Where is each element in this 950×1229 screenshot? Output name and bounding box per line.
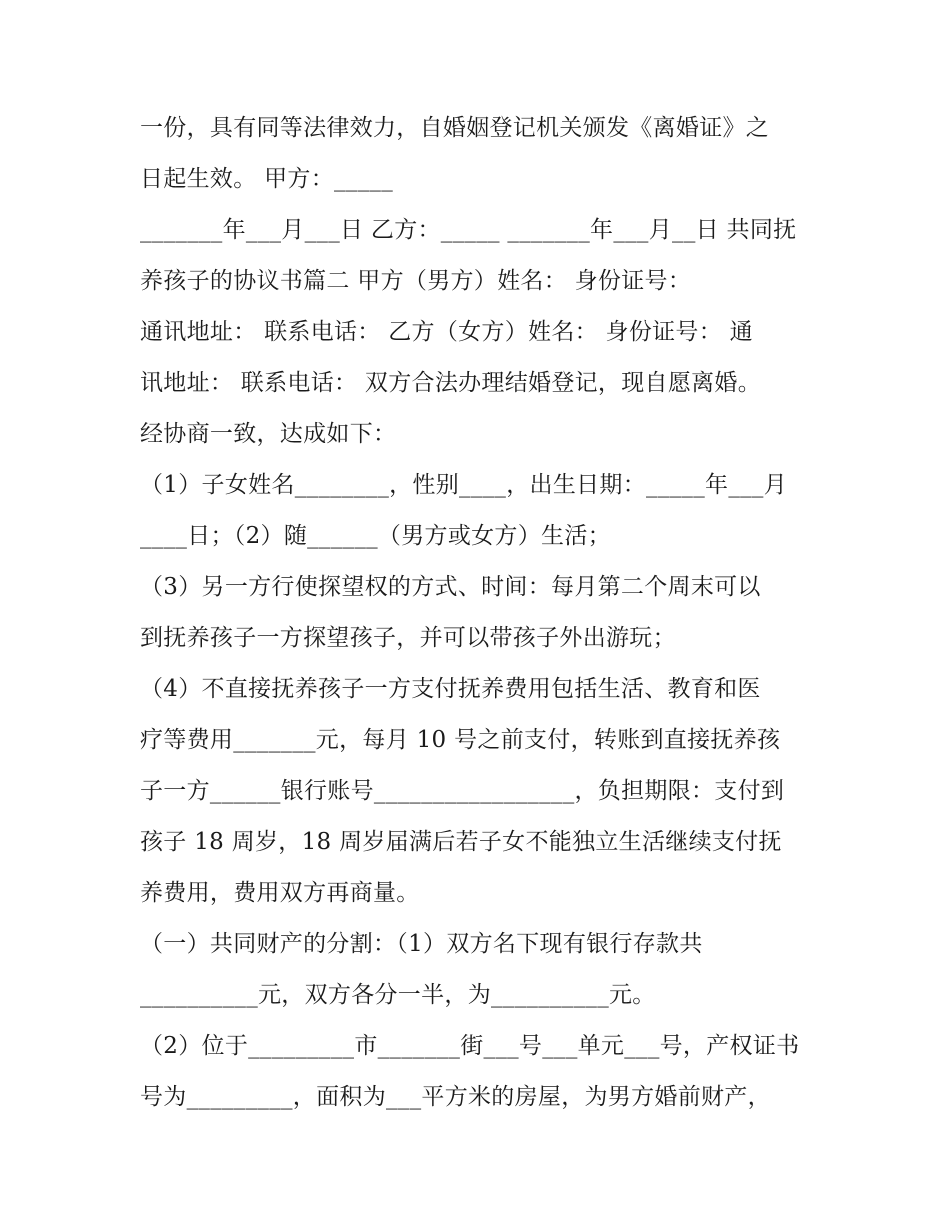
text-line: 号为_________，面积为___平方米的房屋，为男方婚前财产， [140,1084,771,1110]
text-line: 日起生效。 甲方：_____ [140,166,394,192]
text-line: 到抚养孩子一方探望孩子，并可以带孩子外出游玩； [140,625,676,651]
text-line: （1）子女姓名________，性别____，出生日期：_____年___月 [140,472,788,498]
text-line: 一份，具有同等法律效力，自婚姻登记机关颁发《离婚证》之 [140,115,770,141]
text-line: 经协商一致，达成如下： [140,421,397,447]
text-line: ____日；（2）随______（男方或女方）生活； [140,523,611,549]
text-line: _______年___月___日 乙方：_____ _______年___月__日 共同抚 [140,217,797,243]
text-line: 通讯地址： 联系电话： 乙方（女方）姓名： 身份证号： 通 [140,319,753,345]
text-line: （一）共同财产的分割：（1）双方名下现有银行存款共 [140,931,703,957]
text-line: （2）位于_________市_______街___号___单元___号，产权证书 [140,1033,800,1059]
text-line: 子一方______银行账号_________________，负担期限：支付到 [140,778,785,804]
text-line: __________元，双方各分一半，为__________元。 [140,982,656,1008]
text-line: 养孩子的协议书篇二 甲方（男方）姓名： 身份证号： [140,268,692,294]
text-line: 养费用，费用双方再商量。 [140,880,420,906]
text-line: （3）另一方行使探望权的方式、时间：每月第二个周末可以 [140,574,761,600]
text-line: （4）不直接抚养孩子一方支付抚养费用包括生活、教育和医 [140,676,761,702]
text-line: 孩子 18 周岁，18 周岁届满后若子女不能独立生活继续支付抚 [140,829,782,855]
text-line: 讯地址： 联系电话： 双方合法办理结婚登记，现自愿离婚。 [140,370,762,396]
text-line: 疗等费用_______元，每月 10 号之前支付，转账到直接抚养孩 [140,727,781,753]
